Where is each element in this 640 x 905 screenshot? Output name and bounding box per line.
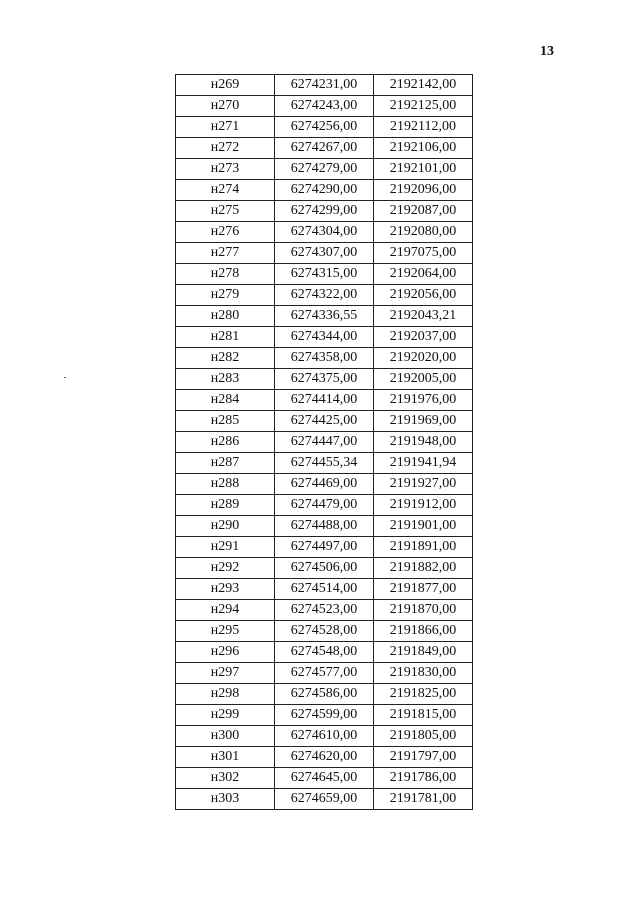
y-coordinate-cell: 2192037,00 (374, 327, 473, 348)
table-row (176, 789, 473, 810)
y-coordinate-cell: 2192106,00 (374, 138, 473, 159)
y-coordinate-cell: 2191912,00 (374, 495, 473, 516)
table-row (176, 369, 473, 390)
x-coordinate-cell: 6274279,00 (275, 159, 374, 180)
table-row (176, 726, 473, 747)
scan-speck (64, 377, 66, 378)
x-coordinate-cell: 6274514,00 (275, 579, 374, 600)
y-coordinate-cell: 2191882,00 (374, 558, 473, 579)
point-id-cell: н273 (176, 159, 275, 180)
table-row (176, 159, 473, 180)
x-coordinate-cell: 6274425,00 (275, 411, 374, 432)
point-id-cell: н279 (176, 285, 275, 306)
point-id-cell: н283 (176, 369, 275, 390)
point-id-cell: н286 (176, 432, 275, 453)
y-coordinate-cell: 2191849,00 (374, 642, 473, 663)
x-coordinate-cell: 6274455,34 (275, 453, 374, 474)
table-row (176, 243, 473, 264)
x-coordinate-cell: 6274620,00 (275, 747, 374, 768)
y-coordinate-cell: 2191866,00 (374, 621, 473, 642)
x-coordinate-cell: 6274256,00 (275, 117, 374, 138)
table-row (176, 453, 473, 474)
table-row (176, 306, 473, 327)
table-row (176, 348, 473, 369)
x-coordinate-cell: 6274447,00 (275, 432, 374, 453)
x-coordinate-cell: 6274645,00 (275, 768, 374, 789)
table-row (176, 180, 473, 201)
table-row (176, 474, 473, 495)
table-row (176, 390, 473, 411)
coordinates-table-body (176, 75, 473, 810)
x-coordinate-cell: 6274307,00 (275, 243, 374, 264)
x-coordinate-cell: 6274267,00 (275, 138, 374, 159)
y-coordinate-cell: 2191815,00 (374, 705, 473, 726)
y-coordinate-cell: 2191830,00 (374, 663, 473, 684)
y-coordinate-cell: 2191797,00 (374, 747, 473, 768)
x-coordinate-cell: 6274506,00 (275, 558, 374, 579)
table-row (176, 768, 473, 789)
table-row (176, 327, 473, 348)
point-id-cell: н276 (176, 222, 275, 243)
table-row (176, 411, 473, 432)
point-id-cell: н282 (176, 348, 275, 369)
point-id-cell: н274 (176, 180, 275, 201)
point-id-cell: н278 (176, 264, 275, 285)
table-row (176, 138, 473, 159)
x-coordinate-cell: 6274659,00 (275, 789, 374, 810)
table-row (176, 201, 473, 222)
point-id-cell: н295 (176, 621, 275, 642)
point-id-cell: н299 (176, 705, 275, 726)
x-coordinate-cell: 6274469,00 (275, 474, 374, 495)
y-coordinate-cell: 2192112,00 (374, 117, 473, 138)
table-row (176, 117, 473, 138)
y-coordinate-cell: 2192080,00 (374, 222, 473, 243)
point-id-cell: н291 (176, 537, 275, 558)
point-id-cell: н280 (176, 306, 275, 327)
x-coordinate-cell: 6274610,00 (275, 726, 374, 747)
x-coordinate-cell: 6274586,00 (275, 684, 374, 705)
x-coordinate-cell: 6274414,00 (275, 390, 374, 411)
y-coordinate-cell: 2191976,00 (374, 390, 473, 411)
point-id-cell: н298 (176, 684, 275, 705)
y-coordinate-cell: 2191927,00 (374, 474, 473, 495)
table-row (176, 495, 473, 516)
table-row (176, 432, 473, 453)
x-coordinate-cell: 6274548,00 (275, 642, 374, 663)
y-coordinate-cell: 2192096,00 (374, 180, 473, 201)
point-id-cell: н281 (176, 327, 275, 348)
point-id-cell: н275 (176, 201, 275, 222)
y-coordinate-cell: 2191825,00 (374, 684, 473, 705)
y-coordinate-cell: 2192142,00 (374, 75, 473, 96)
x-coordinate-cell: 6274375,00 (275, 369, 374, 390)
point-id-cell: н285 (176, 411, 275, 432)
table-row (176, 600, 473, 621)
y-coordinate-cell: 2191891,00 (374, 537, 473, 558)
point-id-cell: н292 (176, 558, 275, 579)
point-id-cell: н301 (176, 747, 275, 768)
y-coordinate-cell: 2191901,00 (374, 516, 473, 537)
table-row (176, 516, 473, 537)
point-id-cell: н269 (176, 75, 275, 96)
point-id-cell: н293 (176, 579, 275, 600)
point-id-cell: н290 (176, 516, 275, 537)
point-id-cell: н271 (176, 117, 275, 138)
y-coordinate-cell: 2191786,00 (374, 768, 473, 789)
y-coordinate-cell: 2191870,00 (374, 600, 473, 621)
y-coordinate-cell: 2191877,00 (374, 579, 473, 600)
x-coordinate-cell: 6274344,00 (275, 327, 374, 348)
x-coordinate-cell: 6274304,00 (275, 222, 374, 243)
point-id-cell: н289 (176, 495, 275, 516)
x-coordinate-cell: 6274243,00 (275, 96, 374, 117)
y-coordinate-cell: 2192064,00 (374, 264, 473, 285)
point-id-cell: н272 (176, 138, 275, 159)
point-id-cell: н296 (176, 642, 275, 663)
y-coordinate-cell: 2191969,00 (374, 411, 473, 432)
table-row (176, 579, 473, 600)
y-coordinate-cell: 2192020,00 (374, 348, 473, 369)
table-row (176, 663, 473, 684)
x-coordinate-cell: 6274358,00 (275, 348, 374, 369)
table-row (176, 285, 473, 306)
point-id-cell: н303 (176, 789, 275, 810)
table-row (176, 705, 473, 726)
x-coordinate-cell: 6274497,00 (275, 537, 374, 558)
point-id-cell: н300 (176, 726, 275, 747)
x-coordinate-cell: 6274299,00 (275, 201, 374, 222)
y-coordinate-cell: 2191781,00 (374, 789, 473, 810)
point-id-cell: н277 (176, 243, 275, 264)
x-coordinate-cell: 6274479,00 (275, 495, 374, 516)
y-coordinate-cell: 2191805,00 (374, 726, 473, 747)
x-coordinate-cell: 6274231,00 (275, 75, 374, 96)
table-row (176, 558, 473, 579)
x-coordinate-cell: 6274336,55 (275, 306, 374, 327)
table-row (176, 222, 473, 243)
x-coordinate-cell: 6274599,00 (275, 705, 374, 726)
x-coordinate-cell: 6274322,00 (275, 285, 374, 306)
x-coordinate-cell: 6274290,00 (275, 180, 374, 201)
point-id-cell: н288 (176, 474, 275, 495)
table-row (176, 684, 473, 705)
table-row (176, 96, 473, 117)
point-id-cell: н287 (176, 453, 275, 474)
y-coordinate-cell: 2192101,00 (374, 159, 473, 180)
y-coordinate-cell: 2197075,00 (374, 243, 473, 264)
x-coordinate-cell: 6274488,00 (275, 516, 374, 537)
y-coordinate-cell: 2192005,00 (374, 369, 473, 390)
x-coordinate-cell: 6274523,00 (275, 600, 374, 621)
y-coordinate-cell: 2191948,00 (374, 432, 473, 453)
point-id-cell: н284 (176, 390, 275, 411)
y-coordinate-cell: 2191941,94 (374, 453, 473, 474)
table-row (176, 75, 473, 96)
table-row (176, 621, 473, 642)
y-coordinate-cell: 2192087,00 (374, 201, 473, 222)
y-coordinate-cell: 2192125,00 (374, 96, 473, 117)
point-id-cell: н270 (176, 96, 275, 117)
x-coordinate-cell: 6274315,00 (275, 264, 374, 285)
page-number: 13 (540, 44, 554, 59)
point-id-cell: н297 (176, 663, 275, 684)
table-row (176, 747, 473, 768)
table-row (176, 537, 473, 558)
x-coordinate-cell: 6274577,00 (275, 663, 374, 684)
table-row (176, 264, 473, 285)
y-coordinate-cell: 2192056,00 (374, 285, 473, 306)
point-id-cell: н302 (176, 768, 275, 789)
coordinates-table (175, 74, 473, 810)
y-coordinate-cell: 2192043,21 (374, 306, 473, 327)
point-id-cell: н294 (176, 600, 275, 621)
table-row (176, 642, 473, 663)
x-coordinate-cell: 6274528,00 (275, 621, 374, 642)
